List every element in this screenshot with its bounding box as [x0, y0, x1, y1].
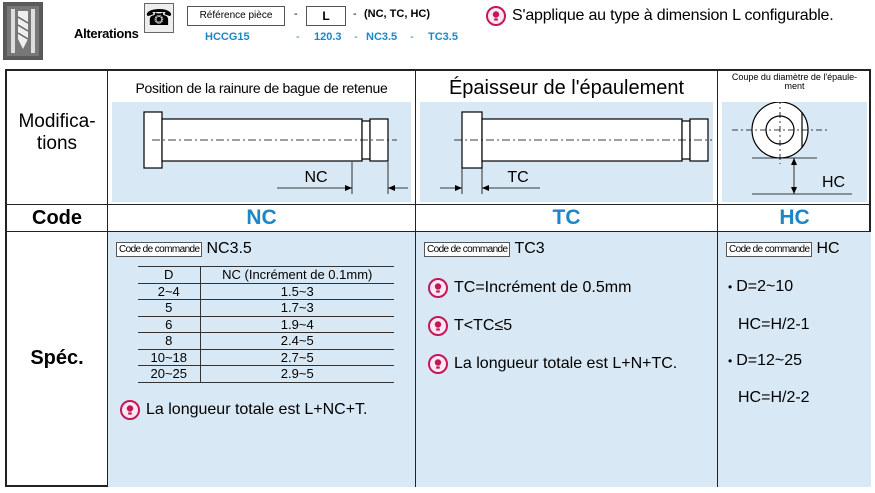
diagram-tc-label: TC: [507, 169, 529, 186]
ref-l-box: L: [306, 6, 346, 26]
tc-note-2: [428, 316, 512, 336]
table-cell: 5: [138, 300, 200, 317]
ref-dash: -: [353, 8, 357, 20]
row-label-modifications: Modifica- tions: [18, 111, 96, 154]
ref-dash: -: [354, 31, 358, 43]
phone-icon: ☎: [144, 3, 174, 33]
hc-line-2: HC=H/2-1: [738, 316, 810, 333]
order-code-label: Code de commande: [424, 242, 510, 257]
tip-icon: [120, 400, 140, 420]
tip-icon: [428, 354, 448, 374]
nc-length-note: [120, 400, 367, 420]
table-row: [138, 316, 394, 333]
spec-tc: [416, 232, 717, 487]
table-row: [138, 300, 394, 317]
table-cell: 10~18: [138, 349, 200, 366]
ref-options: (NC, TC, HC): [364, 8, 430, 20]
table-cell: 1.5~3: [200, 283, 394, 300]
diagram-hc: [722, 102, 867, 202]
tip-icon: [428, 316, 448, 336]
tip-icon: [486, 6, 506, 26]
order-code-label: Code de commande: [726, 242, 812, 257]
hc-line-3: • D=12~25: [728, 352, 803, 369]
table-header-row: [138, 267, 394, 284]
tc-note-text: La longueur totale est L+N+TC.: [454, 355, 678, 372]
col-header-tc: Épaisseur de l'épaulement: [448, 76, 685, 99]
nc-length-note-text: La longueur totale est L+NC+T.: [146, 401, 368, 418]
table-cell: 8: [138, 333, 200, 350]
example-tc-value: TC3.5: [428, 31, 458, 43]
example-l-value: 120.3: [314, 31, 342, 43]
diagram-nc-label: NC: [304, 169, 328, 186]
ref-dash: -: [294, 8, 298, 20]
order-code-value: NC3.5: [206, 240, 252, 257]
order-code-label: Code de commande: [116, 242, 202, 257]
alterations-title: Alterations: [74, 26, 139, 41]
hc-line-text: D=12~25: [736, 352, 803, 369]
table-cell: 2.4~5: [200, 333, 394, 350]
table-cell: 6: [138, 316, 200, 333]
hc-line-4: HC=H/2-2: [738, 389, 810, 406]
alterations-table: [5, 69, 871, 487]
col-header-hc: Coupe du diamètre de l'épaule- ment: [731, 72, 858, 91]
row-label-spec: Spéc.: [30, 347, 84, 369]
tc-note-1: [428, 278, 631, 298]
ref-dash: -: [410, 31, 414, 43]
nc-increment-table: [138, 266, 394, 383]
order-code-value: HC: [816, 240, 840, 257]
ref-label-box: Référence pièce: [187, 6, 285, 26]
code-nc: NC: [246, 206, 277, 229]
example-part-number: HCCG15: [205, 31, 250, 43]
table-cell: 2~4: [138, 283, 200, 300]
spec-nc: [108, 232, 415, 487]
code-hc: HC: [779, 206, 810, 229]
table-cell: 1.7~3: [200, 300, 394, 317]
table-header: D: [138, 267, 200, 284]
hc-line-1: • D=2~10: [728, 278, 794, 295]
col-header-nc: Position de la rainure de bague de retenue: [135, 80, 388, 96]
tc-note-text: TC=Incrément de 0.5mm: [454, 279, 632, 296]
diagram-nc: [112, 102, 411, 202]
table-cell: 20~25: [138, 366, 200, 383]
table-row: [138, 349, 394, 366]
table-cell: 2.7~5: [200, 349, 394, 366]
configurable-note: [486, 6, 834, 26]
tip-icon: [428, 278, 448, 298]
tc-note-3: [428, 354, 677, 374]
example-nc-value: NC3.5: [366, 31, 398, 43]
table-cell: 1.9~4: [200, 316, 394, 333]
table-row: [138, 366, 394, 383]
alterations-icon: [3, 2, 43, 60]
diagram-tc: [420, 102, 713, 202]
code-tc: TC: [552, 206, 581, 229]
table-header: NC (Incrément de 0.1mm): [200, 267, 394, 284]
table-row: [138, 333, 394, 350]
order-code-value: TC3: [514, 240, 545, 257]
table-row: [138, 283, 394, 300]
diagram-hc-label: HC: [822, 174, 846, 191]
tc-note-text: T<TC≤5: [454, 317, 513, 334]
spec-hc: [718, 232, 871, 487]
hc-line-text: D=2~10: [736, 278, 794, 295]
row-label-code: Code: [32, 207, 82, 229]
configurable-note-text: S'applique au type à dimension L configurable.: [512, 7, 834, 24]
table-cell: 2.9~5: [200, 366, 394, 383]
ref-dash: -: [296, 31, 300, 43]
